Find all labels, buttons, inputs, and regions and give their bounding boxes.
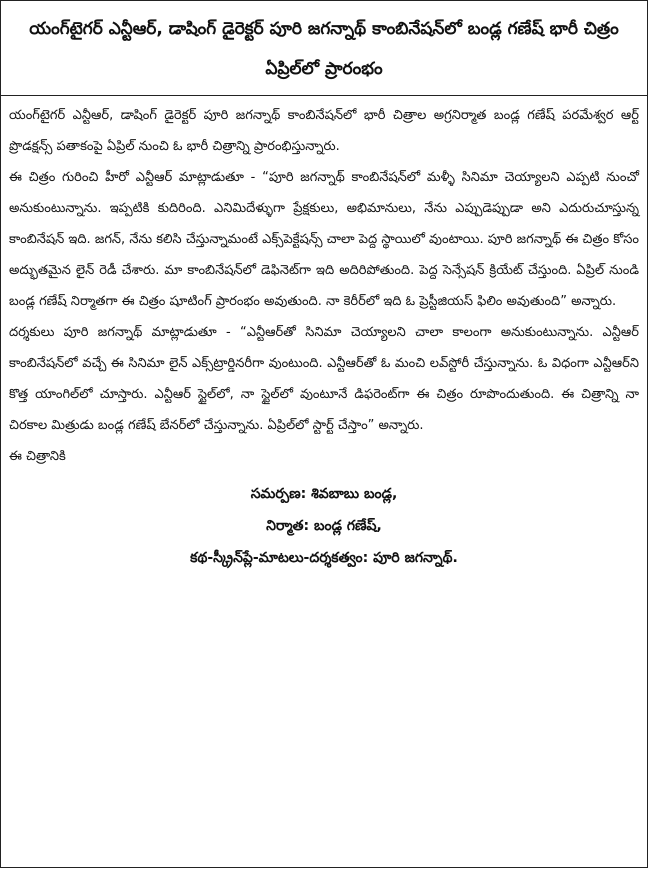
- article-body: [1, 96, 647, 574]
- headline-line-1: యంగ్‌టైగర్ ఎన్టీఆర్, డాషింగ్ డైరెక్టర్ పూరి జగన్నాథ్ కాంబినేషన్‌లో బండ్ల గణేష్ భారీ చిత్రం: [29, 19, 619, 39]
- paragraph-intro: యంగ్‌టైగర్ ఎన్టీఆర్, డాషింగ్ డైరెక్టర్ పూరి జగన్నాథ్ కాంబినేషన్‌లో భారీ చిత్రాల అగ్రనిర్మాత బండ్ల గణేష్ పరమేశ్వర ఆర్ట్ ప్రొడక్షన్స్ పతాకంపై ఏప్రిల్ నుంచి ఓ భారీ చిత్రాన్ని ప్రారంభిస్తున్నారు.: [9, 108, 639, 154]
- credit-presenter: సమర్పణ: శివబాబు బండ్ల,: [250, 486, 398, 502]
- paragraph-ntr-quote: ఈ చిత్రం గురించి హీరో ఎన్టీఆర్ మాట్లాడుతూ - “పూరి జగన్నాథ్ కాంబినేషన్‌లో మళ్ళీ సినిమా చెయ్యాలని ఎప్పటి నుంచో అనుకుంటున్నాను. ఇప్పటికి కుదిరింది. ఎనిమిదేళ్ళుగా ప్రేక్షకులు, అభిమానులు, నేను ఎప్పుడెప్పుడా అని ఎదురుచూస్తున్న కాంబినేషన్ ఇది. జగన్, నేను కలిసి చేస్తున్నామంటే ఎక్స్‌పెక్టేషన్స్ చాలా పెద్ద స్థాయిలో వుంటాయి. పూరి జగన్నాథ్ ఈ చిత్రం కోసం అద్భుతమైన లైన్ రెడీ చేశారు. మా కాంబినేషన్‌లో డెఫినెట్‌గా ఇది అదిరిపోతుంది. పెద్ద సెన్సేషన్ క్రియేట్ చేస్తుంది. ఏప్రిల్ నుండి బండ్ల గణేష్ నిర్మాతగా ఈ చిత్రం షూటింగ్ ప్రారంభం అవుతుంది. నా కెరీర్‌లో ఇది ఓ ప్రెస్టీజియస్ ఫిలిం అవుతుంది” అన్నారు.: [9, 170, 639, 309]
- paragraph-director-quote: దర్శకులు పూరి జగన్నాథ్ మాట్లాడుతూ - “ఎన్టీఆర్‌తో సినిమా చెయ్యాలని చాలా కాలంగా అనుకుంటున్నాను. ఎన్టీఆర్ కాంబినేషన్‌లో వచ్చే ఈ సినిమా లైన్ ఎక్స్‌ట్రార్డినరీగా వుంటుంది. ఎన్టీఆర్‌తో ఓ మంచి లవ్‌స్టోరీ చేస్తున్నాను. ఓ విధంగా ఎన్టీఆర్‌ని కొత్త యాంగిల్‌లో చూస్తారు. ఎన్టీఆర్ స్టైల్‌లో, నా స్టైల్‌లో వుంటూనే డిఫరెంట్‌గా ఈ చిత్రం రూపొందుతుంది. ఈ చిత్రాన్ని నా చిరకాల మిత్రుడు బండ్ల గణేష్ బేనర్‌లో చేస్తున్నాను. ఏప్రిల్‌లో స్టార్ట్ చేస్తాం” అన్నారు.: [9, 325, 639, 433]
- credits-block: [9, 478, 639, 574]
- credit-producer: నిర్మాత: బండ్ల గణేష్,: [266, 518, 382, 534]
- credit-director: కథ-స్క్రీన్‌ప్లే-మాటలు-దర్శకత్వం: పూరి జగన్నాథ్.: [190, 550, 458, 566]
- headline-line-2: ఏప్రిల్‌లో ప్రారంభం: [265, 59, 383, 79]
- paragraph-credits-lead: ఈ చిత్రానికి: [9, 449, 66, 464]
